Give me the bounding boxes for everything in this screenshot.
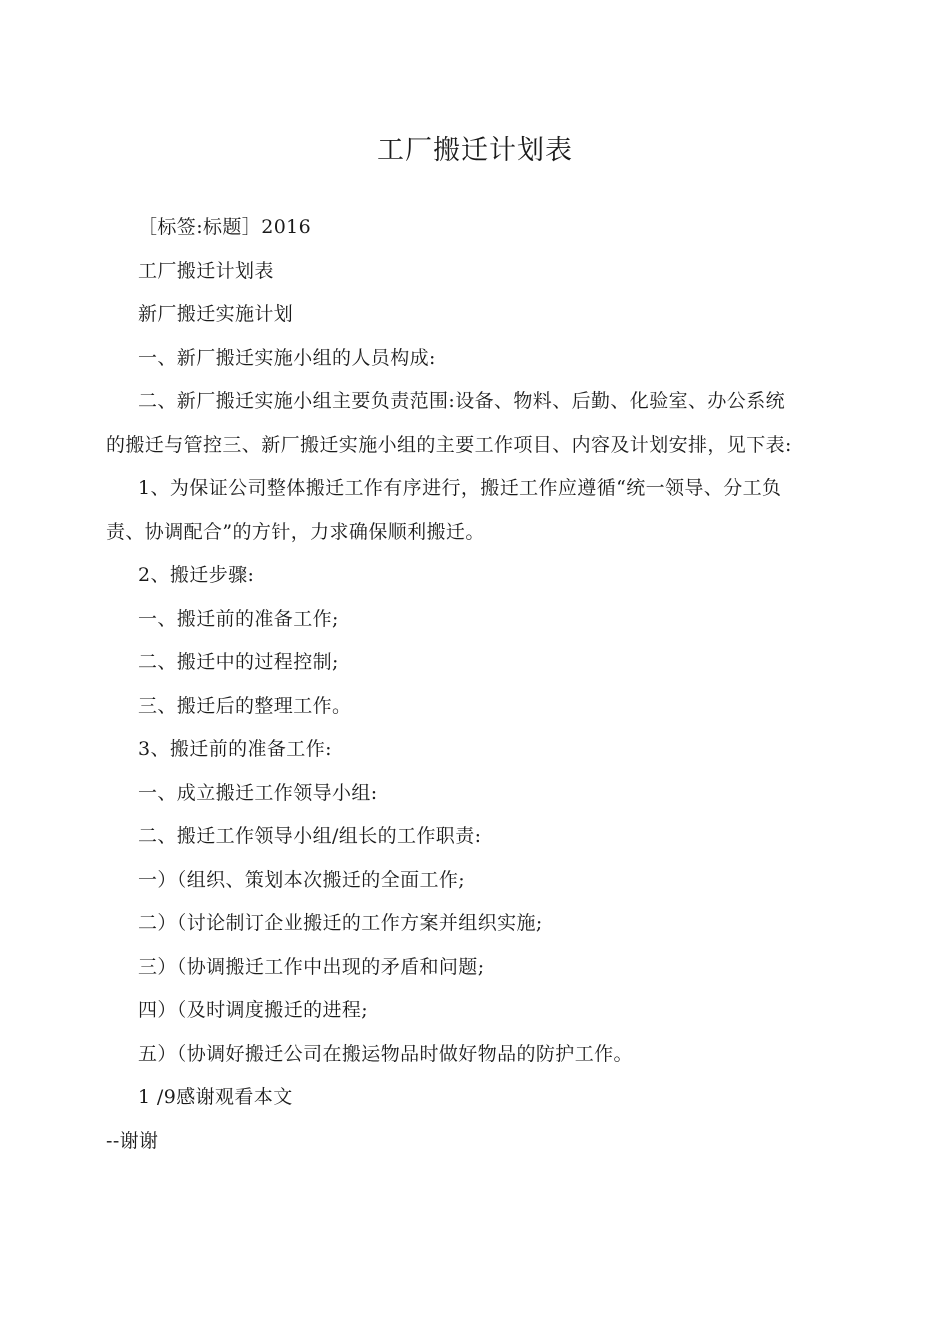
body-line: 一、成立搬迁工作领导小组: (138, 782, 378, 804)
body-line: 工厂搬迁计划表 (138, 260, 274, 282)
body-line: 一、新厂搬迁实施小组的人员构成: (138, 347, 436, 369)
body-line: 二、搬迁中的过程控制; (138, 651, 339, 673)
body-line: 三、搬迁后的整理工作。 (138, 695, 352, 717)
body-line: 2、搬迁步骤: (138, 564, 255, 586)
closing-line: --谢谢 (106, 1130, 159, 1152)
body-line: 一、搬迁前的准备工作; (138, 608, 339, 630)
page-footer-line: 1 /9感谢观看本文 (138, 1086, 293, 1108)
body-line: 四）（及时调度搬迁的进程; (138, 999, 369, 1021)
body-line: 二）（讨论制订企业搬迁的工作方案并组织实施; (138, 912, 543, 934)
tag-line: ［标签:标题］2016 (138, 216, 312, 238)
body-line: 的搬迁与管控三、新厂搬迁实施小组的主要工作项目、内容及计划安排，见下表: (106, 434, 792, 456)
body-line: 二、搬迁工作领导小组/组长的工作职责: (138, 825, 482, 847)
body-line: 责、协调配合”的方针，力求确保顺利搬迁。 (106, 521, 485, 543)
body-line: 三）（协调搬迁工作中出现的矛盾和问题; (138, 956, 485, 978)
body-line: 1、为保证公司整体搬迁工作有序进行，搬迁工作应遵循“统一领导、分工负 (138, 477, 782, 499)
body-line: 新厂搬迁实施计划 (138, 303, 294, 325)
body-line: 3、搬迁前的准备工作: (138, 738, 332, 760)
body-line: 二、新厂搬迁实施小组主要负责范围:设备、物料、后勤、化验室、办公系统 (138, 390, 786, 412)
body-line: 五）（协调好搬迁公司在搬运物品时做好物品的防护工作。 (138, 1043, 633, 1065)
body-line: 一）（组织、策划本次搬迁的全面工作; (138, 869, 466, 891)
document-title: 工厂搬迁计划表 (377, 135, 573, 166)
